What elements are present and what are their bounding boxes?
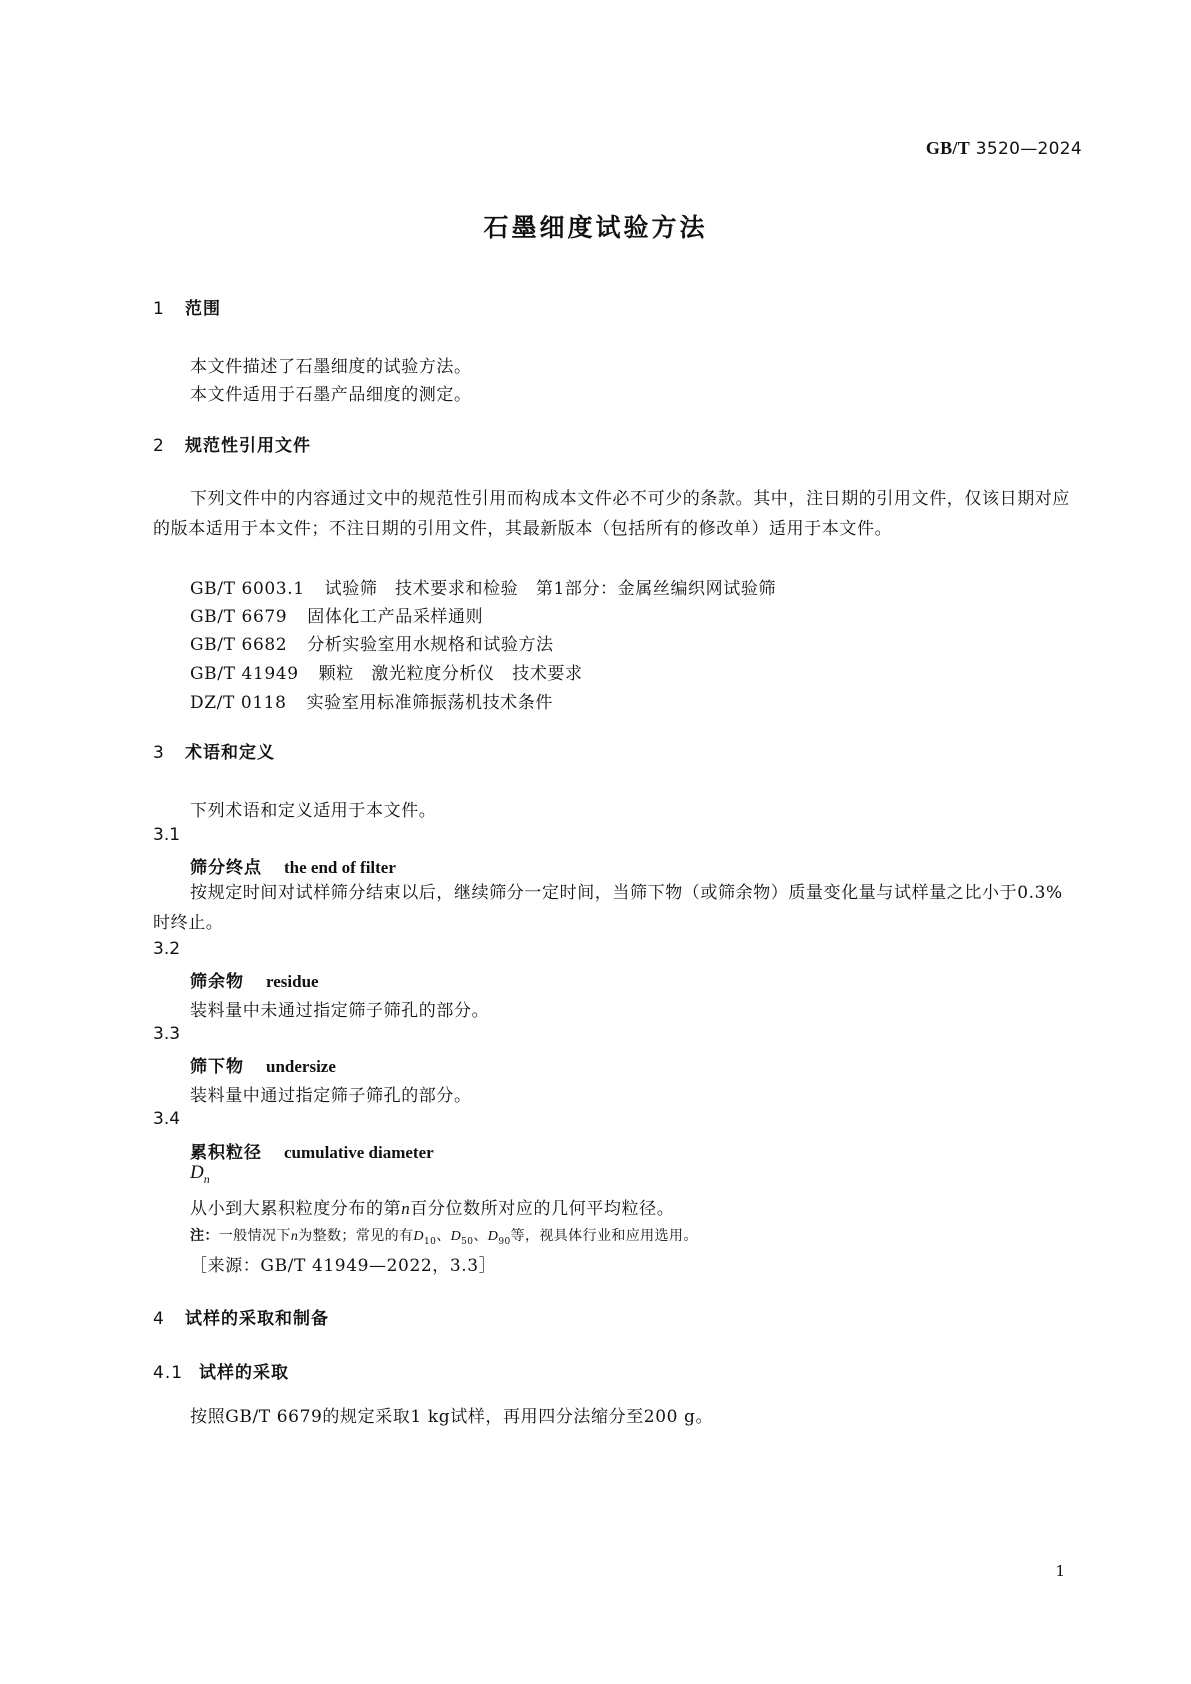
term-heading	[190, 1138, 434, 1163]
symbol-letter: D	[190, 1162, 204, 1183]
subsection-4-1-heading	[153, 1358, 289, 1383]
section-4-heading	[153, 1304, 329, 1329]
section-number: 1	[153, 299, 165, 319]
subsection-title: 试样的采取	[199, 1363, 289, 1383]
section-title: 规范性引用文件	[185, 436, 311, 456]
reference-code: GB/T 41949	[190, 664, 299, 684]
term-en: undersize	[266, 1057, 336, 1076]
paragraph: 本文件描述了石墨细度的试验方法。	[190, 357, 472, 377]
reference-title: 固体化工产品采样通则	[307, 607, 484, 627]
section-1-heading	[153, 294, 221, 319]
note-subscript: 10	[423, 1236, 437, 1247]
term-en: the end of filter	[284, 858, 396, 877]
term-heading	[190, 967, 319, 992]
reference-code: GB/T 6679	[190, 607, 288, 627]
note-subscript: 50	[461, 1236, 474, 1247]
normative-reference	[190, 688, 553, 713]
standard-number: 3520—2024	[975, 139, 1082, 159]
paragraph: 下列术语和定义适用于本文件。	[190, 801, 437, 821]
term-en: residue	[266, 972, 319, 991]
paragraph: 下列文件中的内容通过文中的规范性引用而构成本文件必不可少的条款。其中，注日期的引用文件，仅该日期对应的版本适用于本文件；不注日期的引用文件，其最新版本（包括所有的修改单）适用于本文件。	[153, 489, 1070, 539]
term-zh: 累积粒径	[190, 1143, 262, 1163]
term-definition: 装料量中通过指定筛子筛孔的部分。	[190, 1086, 472, 1106]
note-symbol: D	[413, 1229, 424, 1244]
term-symbol	[190, 1162, 210, 1187]
note-text: 等，视具体行业和应用选用。	[510, 1228, 698, 1244]
term-number: 3.1	[153, 825, 181, 845]
term-en: cumulative diameter	[284, 1143, 434, 1162]
reference-code: GB/T 6682	[190, 635, 288, 655]
section-title: 术语和定义	[185, 743, 275, 763]
symbol-subscript: n	[203, 1171, 210, 1186]
reference-title: 分析实验室用水规格和试验方法	[307, 635, 554, 655]
standard-prefix: GB/T	[925, 138, 971, 158]
section-number: 2	[153, 436, 165, 456]
term-heading	[190, 853, 396, 878]
term-zh: 筛分终点	[190, 858, 262, 878]
term-zh: 筛余物	[190, 972, 244, 992]
note-separator: 、	[473, 1228, 488, 1244]
note-variable: n	[290, 1229, 299, 1244]
definition-text: 从小到大累积粒度分布的第	[190, 1199, 402, 1219]
subsection-number: 4.1	[153, 1363, 184, 1383]
note-symbol: D	[450, 1229, 462, 1244]
reference-title: 实验室用标准筛振荡机技术条件	[306, 693, 553, 713]
section-title: 范围	[185, 299, 221, 319]
normative-reference	[190, 574, 776, 599]
definition-text: 百分位数所对应的几何平均粒径。	[410, 1199, 675, 1219]
section-2-heading	[153, 431, 311, 456]
note-symbol: D	[487, 1229, 499, 1244]
paragraph: 按照GB/T 6679的规定采取1 kg试样，再用四分法缩分至200 g。	[190, 1407, 714, 1427]
section-number: 4	[153, 1309, 165, 1329]
term-number: 3.3	[153, 1024, 181, 1044]
note-separator: 、	[436, 1228, 451, 1244]
term-note	[190, 1225, 698, 1247]
normative-reference	[190, 659, 583, 684]
term-heading	[190, 1052, 336, 1077]
standard-code	[926, 138, 1082, 159]
reference-code: GB/T 6003.1	[190, 579, 305, 599]
normative-reference	[190, 602, 483, 627]
reference-code: DZ/T 0118	[190, 693, 287, 713]
document-title: 石墨细度试验方法	[483, 213, 708, 242]
term-zh: 筛下物	[190, 1057, 244, 1077]
note-text: 一般情况下	[218, 1228, 291, 1244]
term-number: 3.4	[153, 1109, 181, 1129]
paragraph: 本文件适用于石墨产品细度的测定。	[190, 385, 472, 405]
reference-title: 试验筛 技术要求和检验 第1部分：金属丝编织网试验筛	[324, 579, 777, 599]
definition-variable: n	[401, 1199, 411, 1218]
normative-reference	[190, 630, 554, 655]
page-number: 1	[1055, 1562, 1065, 1580]
note-text: 为整数；常见的有	[298, 1228, 414, 1244]
section-title: 试样的采取和制备	[185, 1309, 329, 1329]
note-label: 注：	[190, 1228, 219, 1244]
reference-title: 颗粒 激光粒度分析仪 技术要求	[318, 664, 583, 684]
note-subscript: 90	[498, 1236, 511, 1247]
section-3-heading	[153, 738, 275, 763]
term-source: ［来源：GB/T 41949—2022，3.3］	[190, 1256, 497, 1276]
term-definition: 装料量中未通过指定筛子筛孔的部分。	[190, 1001, 490, 1021]
section-number: 3	[153, 743, 165, 763]
term-definition: 按规定时间对试样筛分结束以后，继续筛分一定时间，当筛下物（或筛余物）质量变化量与试样量之比小于0.3%时终止。	[153, 883, 1063, 933]
term-number: 3.2	[153, 939, 181, 959]
term-definition	[190, 1194, 674, 1219]
